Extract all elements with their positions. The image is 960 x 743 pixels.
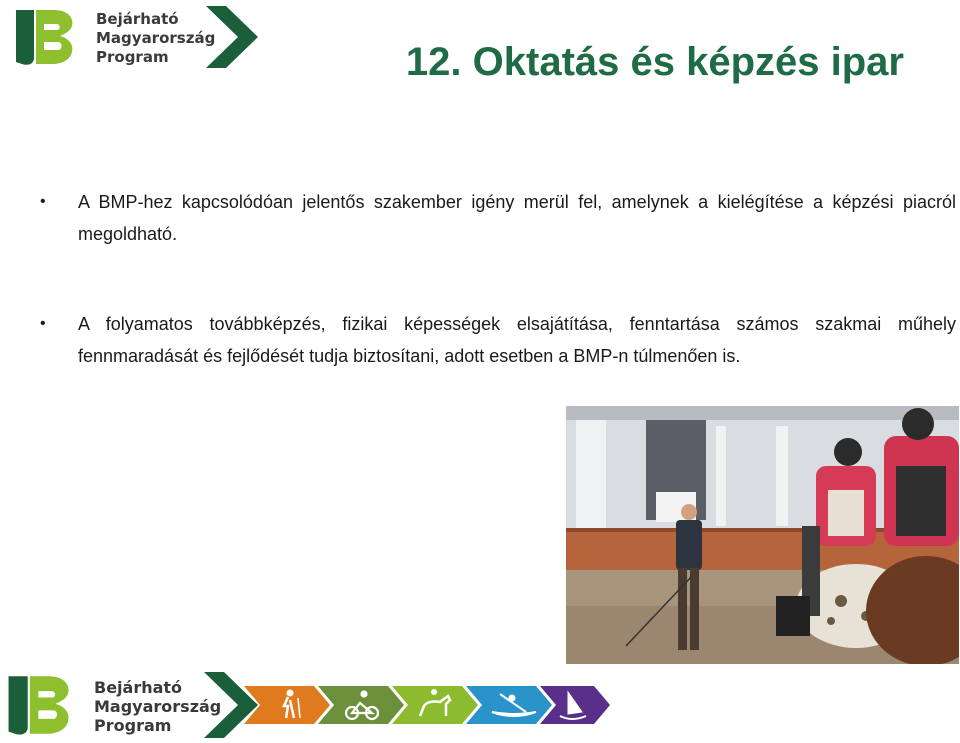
logo-line-3: Program (96, 48, 169, 66)
activity-arrow-strip (204, 672, 614, 738)
slide-title: 12. Oktatás és képzés ipar (405, 40, 904, 84)
bullet-text-1: A BMP-hez kapcsolódóan jelentős szakember igény merül fel, amelynek a kielégítése a képzési piacról megoldható. (78, 192, 956, 244)
logo-line-2: Magyarország (94, 697, 222, 716)
bmp-logo-mark-icon (14, 6, 94, 68)
bmp-logo-mark-icon (6, 672, 92, 738)
kayaking-arrow (466, 686, 552, 724)
bullet-dot-icon: • (40, 315, 46, 332)
logo-wordmark-footer (94, 678, 221, 735)
brand-logo-top (14, 6, 254, 68)
bullet-dot-icon: • (40, 193, 46, 210)
riding-school-photo (566, 406, 959, 664)
logo-line-3: Program (94, 716, 172, 735)
bullet-text-2: A folyamatos továbbképzés, fizikai képességek elsajátítása, fenntartása számos szakmai műhely fennmaradását és fejlődését tudja biztosítani, adott esetben a BMP-n túlmenően is. (78, 314, 956, 366)
brand-logo-footer (6, 672, 616, 740)
bullet-item-2 (40, 308, 956, 372)
bullet-item-1 (40, 186, 956, 250)
logo-line-1: Bejárható (94, 678, 183, 697)
logo-line-2: Magyarország (96, 29, 216, 47)
logo-line-1: Bejárható (96, 10, 179, 28)
logo-chevron-icon (206, 6, 258, 68)
logo-wordmark (96, 10, 215, 67)
bullet-list (40, 186, 956, 430)
